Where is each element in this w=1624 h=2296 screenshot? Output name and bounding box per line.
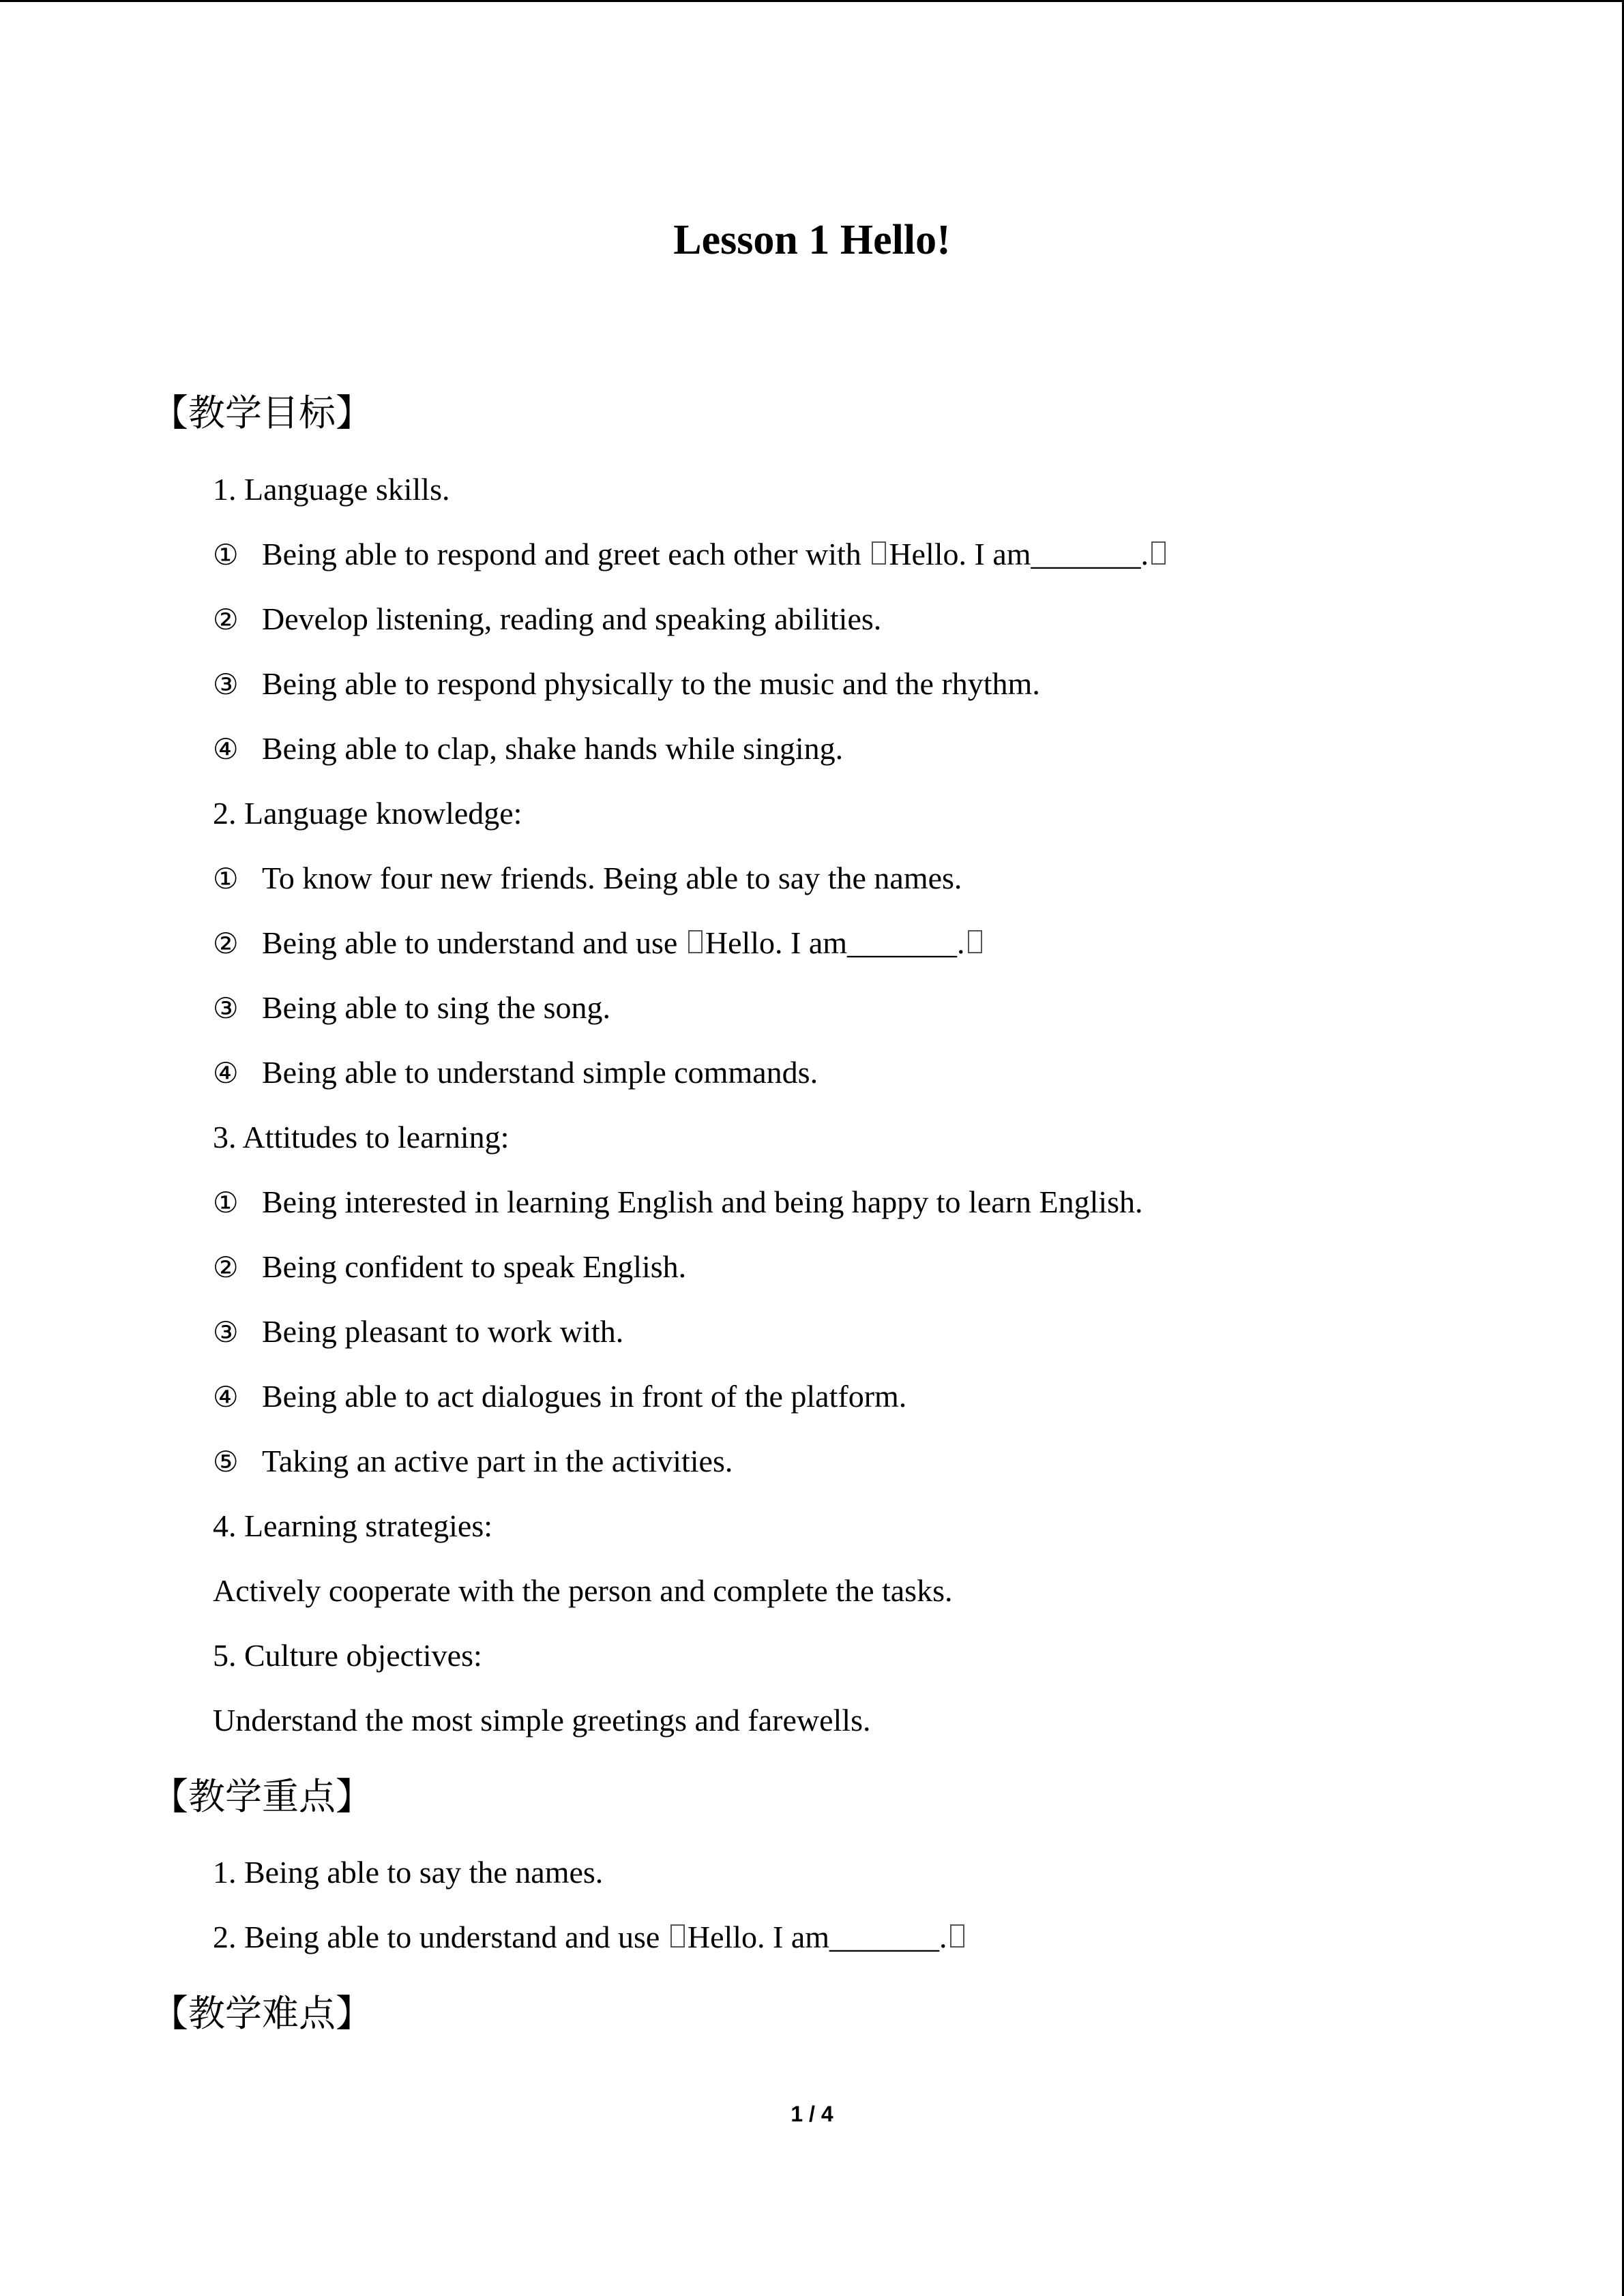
item-text: Being able to respond and greet each other with [262, 537, 861, 571]
missing-glyph-box [872, 541, 886, 565]
list-item [213, 1376, 906, 1418]
item-marker: ② [213, 927, 239, 960]
section-heading-objectives: 【教学目标】 [151, 391, 372, 434]
item-marker: ② [213, 603, 239, 636]
item-text: Being able to understand simple commands. [262, 1055, 818, 1090]
list-item [213, 923, 985, 964]
item-text: Taking an active part in the activities. [262, 1444, 733, 1478]
item-marker: ⑤ [213, 1445, 239, 1478]
list-item [213, 1311, 623, 1353]
list-item [213, 858, 962, 899]
list-item [213, 1247, 686, 1288]
item-text: Being able to sing the song. [262, 990, 611, 1025]
item-text: Being confident to speak English. [262, 1249, 687, 1284]
list-item [213, 1052, 818, 1094]
item-text: Being interested in learning English and being happy to learn English. [262, 1184, 1143, 1219]
list-item [213, 534, 1168, 576]
section-heading-key-points: 【教学重点】 [151, 1775, 372, 1818]
list-item [213, 1917, 967, 1958]
list-item [213, 728, 843, 770]
missing-glyph-box [950, 1924, 964, 1948]
item-text: Develop listening, reading and speaking abilities. [262, 601, 882, 636]
subsection-title-strategies: 4. Learning strategies: [213, 1508, 493, 1543]
subsection-title-culture: 5. Culture objectives: [213, 1638, 482, 1673]
item-marker: ③ [213, 1315, 239, 1349]
list-item [213, 1182, 1143, 1223]
item-text: Being able to understand and use [262, 925, 678, 960]
item-text: 2. Being able to understand and use [213, 1920, 660, 1954]
item-text-quoted: Hello. I am_______. [889, 537, 1149, 571]
missing-glyph-box [968, 930, 982, 953]
paragraph-culture: Understand the most simple greetings and farewells. [213, 1703, 871, 1738]
item-marker: ② [213, 1251, 239, 1284]
subsection-title-attitudes: 3. Attitudes to learning: [213, 1120, 510, 1154]
list-item [213, 664, 1040, 705]
item-text: Being able to act dialogues in front of the platform. [262, 1379, 907, 1414]
item-marker: ① [213, 862, 239, 895]
item-text-quoted: Hello. I am_______. [687, 1920, 947, 1954]
item-text: Being able to clap, shake hands while singing. [262, 731, 844, 766]
item-text: 1. Being able to say the names. [213, 1855, 604, 1890]
page-title: Lesson 1 Hello! [673, 217, 951, 263]
subsection-title-language-skills: 1. Language skills. [213, 472, 450, 507]
subsection-title-language-knowledge: 2. Language knowledge: [213, 796, 522, 831]
section-heading-difficulties: 【教学难点】 [151, 1992, 372, 2035]
item-text: To know four new friends. Being able to say the names. [262, 861, 962, 895]
missing-glyph-box [1151, 541, 1166, 565]
item-marker: ① [213, 1186, 239, 1219]
list-item [213, 987, 610, 1029]
item-text: Being able to respond physically to the music and the rhythm. [262, 666, 1040, 701]
item-marker: ③ [213, 668, 239, 701]
list-item [213, 1441, 733, 1482]
item-marker: ③ [213, 992, 239, 1025]
paragraph-strategies: Actively cooperate with the person and complete the tasks. [213, 1573, 953, 1608]
item-marker: ④ [213, 732, 239, 766]
item-marker: ① [213, 538, 239, 571]
item-text-quoted: Hello. I am_______. [705, 925, 965, 960]
list-item [213, 599, 881, 640]
missing-glyph-box [688, 930, 703, 953]
missing-glyph-box [670, 1924, 685, 1948]
item-marker: ④ [213, 1056, 239, 1090]
item-text: Being pleasant to work with. [262, 1314, 624, 1349]
list-item [213, 1852, 603, 1893]
page-number: 1 / 4 [791, 2102, 833, 2126]
item-marker: ④ [213, 1380, 239, 1414]
